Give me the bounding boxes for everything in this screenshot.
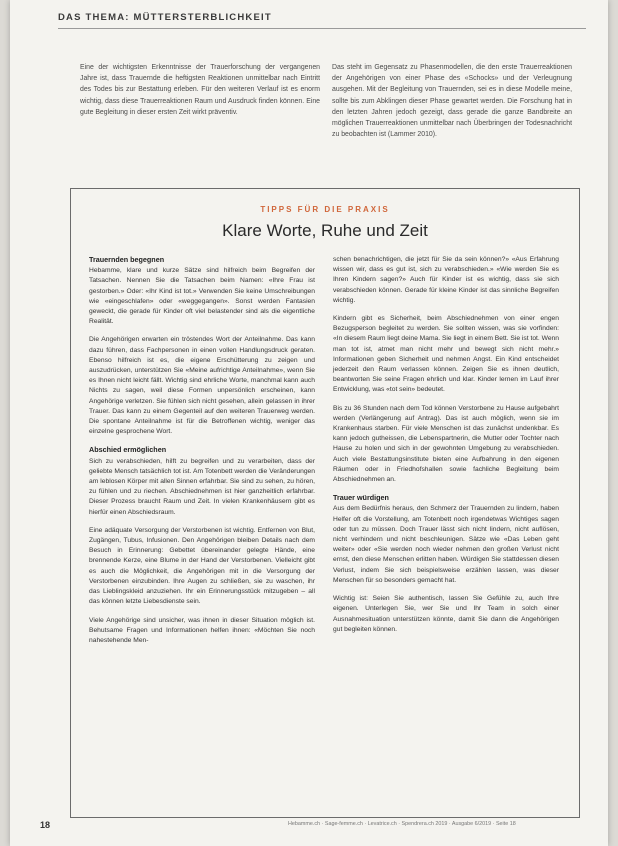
- paragraph: Aus dem Bedürfnis heraus, den Schmerz der Trauernden zu lindern, haben Helfer oft die Vorstellung, am Totenbett noch irgendetwas Wichtiges sagen oder tun zu müssen. Doch Trauer lässt sich nicht lindern, nicht auflösen, nicht verhindern und nicht beschleunigen. Sätze wie «Das Leben geht weiter» oder «Sie werden noch wieder nehmen den großen Verlust nicht ernst, den diese Menschen erlitten haben. Würdigen Sie stattdessen diesen Verlust, indem Sie sich beispielsweise erzählen lassen, was dieser Menschen für so besonders gemacht hat.: [333, 505, 559, 584]
- footer-credit: Hebamme.ch · Sage-femme.ch · Levatrice.ch · Spendrera.ch 2019 · Ausgabe 6/2019 · Seite 18: [288, 821, 516, 827]
- tips-column-left: [89, 255, 315, 654]
- header-divider: [58, 28, 586, 29]
- paragraph: Hebamme, klare und kurze Sätze sind hilfreich beim Begreifen der Tatsachen. Nennen Sie die Tatsachen beim Namen: «Ihre Frau ist gestorben.» Oder: «Ihr Kind ist tot.» Verwenden Sie keine Umschreibungen wie «eingeschlafen» oder «weggegangen». Sonst werden Fantasien geweckt, die gerade für Kinder oft viel belastender sind als die eigentliche Realität.: [89, 267, 315, 326]
- paragraph: Die Angehörigen erwarten ein tröstendes Wort der Anteilnahme. Das kann dazu führen, dass Fachpersonen in einen vollen Handlungsdruck geraten. Ebenso hilfreich ist es, die eigene Erschütterung zu zeigen und auszudrücken, unterstützen Sie «Meine aufrichtige Anteilnahme», wenn Sie es Ihnen nicht leicht fällt. Wichtig sind ehrliche Worte, manchmal kann auch Nichts zu sagen, weil diese Formen unpersönlich erscheinen, kann Angehörige verletzen. Sie fühlen sich nicht gesehen, allein gelassen in ihrer Trauer. Das kann zu einem Gegenteil auf den weiteren Trauerweg werden. Die spontane Anteilnahme ist für die Betroffenen wichtig, weniger das einzelne gesprochene Wort.: [89, 336, 315, 436]
- paragraph: Bis zu 36 Stunden nach dem Tod können Verstorbene zu Hause aufgebahrt werden (Verlängerung auf Antrag). Das ist auch möglich, wenn sie im Krankenhaus starben. Für viele Menschen ist das zunächst undenkbar. Es kann jedoch gutheissen, die Lebenspartnerin, die Mutter oder Tochter nach Hause zu holen und sich in der gewohnten Umgebung zu verabschieden. Auch viele Bestattungsinstitute bieten eine Aufbahrung in den eigenen Räumen oder in Friedhofshallen sowie fachliche Begleitung beim Abschiednehmen an.: [333, 404, 559, 484]
- page-number: 18: [40, 820, 51, 830]
- intro-text-right: Das steht im Gegensatz zu Phasenmodellen, die den erste Trauerreaktionen der Angehörigen von einer Phase des «Schocks» und der Verleugnung ausgehen. Mit der Begleitung von Trauernden, sei es in diese Modelle meine, sollte bis zum Abklingen dieser Phase gewartet werden. Die Forschung hat in den letzten Jahren jedoch gezeigt, dass gerade die ganze Bandbreite an möglichen Trauerreaktionen unmittelbar nach Überbringen der Todesnachricht zu beobachten ist (Lammer 2010).: [332, 64, 572, 139]
- box-title: Klare Worte, Ruhe und Zeit: [222, 221, 428, 240]
- subheading-trauer-wuerdigen: Trauer würdigen: [333, 493, 389, 503]
- subheading-trauernden-begegnen: Trauernden begegnen: [89, 255, 165, 264]
- paragraph: Kindern gibt es Sicherheit, beim Abschiednehmen von einer engen Bezugsperson begleitet zu werden. Sie sollten wissen, was sie vorfinden: «In diesem Raum liegt deine Mama. Sie liegt in einem Bett. Sie ist tot. Wenn man tot ist, atmet man nicht mehr und bewegt sich nicht mehr.» Informationen geben Sicherheit und nehmen Angst. Ein Kind entscheidet jederzeit den Raum verlassen können. Zeigen Sie es ihnen deutlich, beantworten Sie seine Fragen ehrlich und klar. Kinder lernen im Lauf ihrer Entwicklung, was «tot sein» bedeutet.: [333, 315, 559, 394]
- paragraph: schen benachrichtigen, die jetzt für Sie da sein können?» «Aus Erfahrung wissen wir, dass es gut ist, sich zu verabschieden.» «Wie werden Sie es Ihren Kindern sagen?» Auch für Kinder ist es wichtig, dass sie sich verabschieden können. Gerade für kleine Kinder ist das sinnliche Begreifen wichtig.: [333, 256, 559, 304]
- tips-column-right: [333, 255, 559, 643]
- subheading-abschied-ermoeglichen: Abschied ermöglichen: [89, 445, 167, 455]
- intro-text-left: Eine der wichtigsten Erkenntnisse der Trauerforschung der vergangenen Jahre ist, dass Trauernde die heftigsten Reaktionen unmittelbar nach Eintritt des Todes bis zur Bestattung erleben. Für den weiteren Verlauf ist es enorm wichtig, dass diese Trauerreaktionen Raum und Ausdruck finden können. Eine gute Begleitung in dieser ersten Zeit wirkt präventiv.: [80, 64, 320, 116]
- paragraph: Viele Angehörige sind unsicher, was ihnen in dieser Situation möglich ist. Behutsame Fragen und Informationen helfen ihnen: «Möchten Sie noch nahestehende Men-: [89, 616, 315, 644]
- paragraph: Eine adäquate Versorgung der Verstorbenen ist wichtig. Entfernen von Blut, Zugängen, Tubus, Infusionen. Den Angehörigen bleiben Details nach dem Besuch in Erinnerung: Gebettet übereinander gelegte Hände, eine brennende Kerze, eine Blume in der Hand der Verstorbenen. Vielleicht gibt es auch die Möglichkeit, die Angehörigen mit in die Versorgung der Verstorbenen einzubinden. Ihre Augen zu schließen, sie zu waschen, ihr das Lieblingskleid anzuziehen. Ihr ein Erinnerungsstück mitzugeben – all das können letzte Liebesdienste sein.: [89, 526, 315, 606]
- practice-tips-box: [70, 188, 580, 818]
- paragraph: Sich zu verabschieden, hilft zu begreifen und zu verarbeiten, dass der geliebte Mensch tatsächlich tot ist. Am Totenbett werden die Veränderungen am leblosen Körper mit allen Sinnen erfahrbar. Sie sind zu sehen, zu hören, zu fühlen und zu riechen. Abschiednehmen ist hier ganzheitlich erfahrbar. Dieser Prozess braucht Raum und Zeit. In vielen Krankenhäusern gibt es hierfür einen Abschiedsraum.: [89, 457, 315, 516]
- paragraph: Wichtig ist: Seien Sie authentisch, lassen Sie Gefühle zu, auch Ihre eigenen. Unterlegen Sie, wer Sie und Ihr Team in solch einer Ausnahmesituation unterstützen könnte, damit Sie dann die Angehörigen gut begleiten können.: [333, 595, 559, 633]
- box-kicker: TIPPS FÜR DIE PRAXIS: [260, 205, 390, 214]
- magazine-page: [10, 0, 608, 846]
- section-header: DAS THEMA: MÜTTERSTERBLICHKEIT: [58, 12, 272, 23]
